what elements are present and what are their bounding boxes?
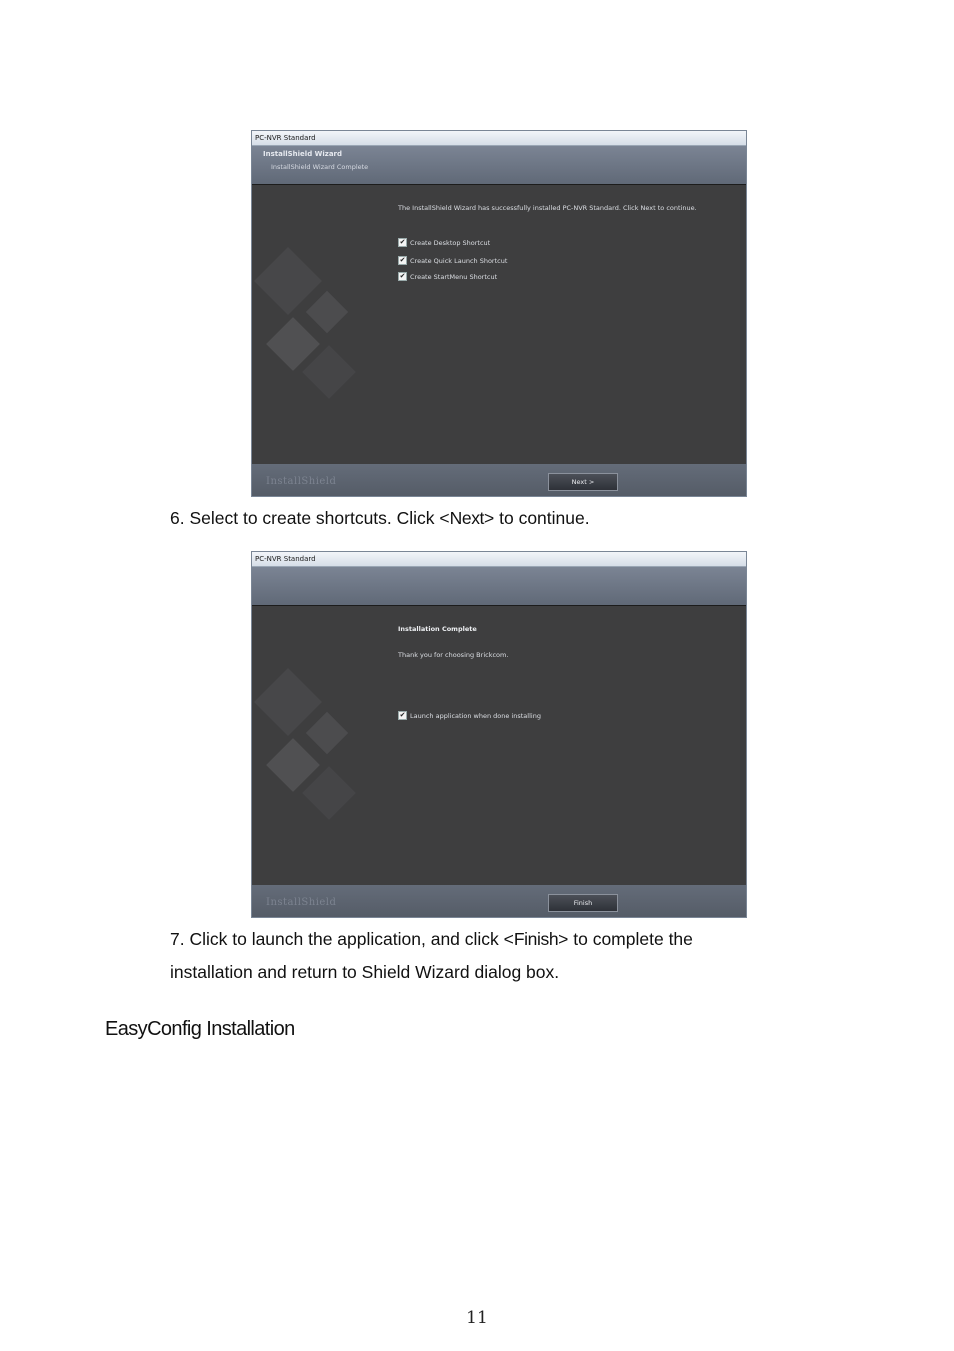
thank-you-message: Thank you for choosing Brickcom.	[398, 651, 509, 659]
startmenu-shortcut-option[interactable]	[398, 272, 497, 281]
header-title: InstallShield Wizard	[263, 150, 343, 158]
decorative-diamond-icon	[306, 291, 348, 333]
header-subtitle: InstallShield Wizard Complete	[271, 163, 369, 171]
wizard-footer	[252, 464, 746, 496]
quick-launch-shortcut-option[interactable]	[398, 256, 507, 265]
installshield-brand: InstallShield	[266, 897, 337, 908]
section-heading: EasyConfig Installation	[105, 1018, 295, 1040]
wizard-body	[252, 185, 746, 464]
page-number: 11	[466, 1308, 488, 1328]
installation-complete-title: Installation Complete	[398, 625, 477, 633]
wizard-header	[252, 567, 746, 606]
wizard-footer	[252, 885, 746, 917]
installshield-brand: InstallShield	[266, 476, 337, 487]
next-button[interactable]: Next >	[548, 473, 618, 491]
installshield-wizard-complete-screenshot	[251, 130, 747, 497]
launch-application-option[interactable]	[398, 711, 541, 720]
wizard-header	[252, 146, 746, 185]
caption-step-7: 7. Click to launch the application, and click <Finish> to complete the installation and return to Shield Wizard dialog box.	[170, 929, 693, 982]
window-title: PC-NVR Standard	[252, 131, 746, 146]
checkbox-label: Launch application when done installing	[410, 711, 541, 720]
checkbox-checked-icon[interactable]: ✔	[399, 256, 406, 264]
installation-complete-screenshot	[251, 551, 747, 918]
finish-keyword: Finish	[513, 929, 559, 949]
caption-step-6: 6. Select to create shortcuts. Click <Next> to continue.	[170, 508, 590, 528]
checkbox-checked-icon[interactable]: ✔	[399, 272, 406, 280]
checkbox-label: Create Desktop Shortcut	[410, 238, 491, 247]
checkbox-checked-icon[interactable]: ✔	[399, 711, 406, 719]
finish-button[interactable]: Finish	[548, 894, 618, 912]
next-keyword: Next	[449, 508, 485, 528]
checkbox-checked-icon[interactable]: ✔	[399, 238, 406, 246]
checkbox-label: Create StartMenu Shortcut	[410, 272, 498, 281]
decorative-diamond-icon	[306, 712, 348, 754]
desktop-shortcut-option[interactable]	[398, 238, 490, 247]
wizard-body	[252, 606, 746, 885]
success-message: The InstallShield Wizard has successfully installed PC-NVR Standard. Click Next to continue.	[398, 204, 697, 212]
window-title: PC-NVR Standard	[252, 552, 746, 567]
checkbox-label: Create Quick Launch Shortcut	[410, 256, 508, 265]
